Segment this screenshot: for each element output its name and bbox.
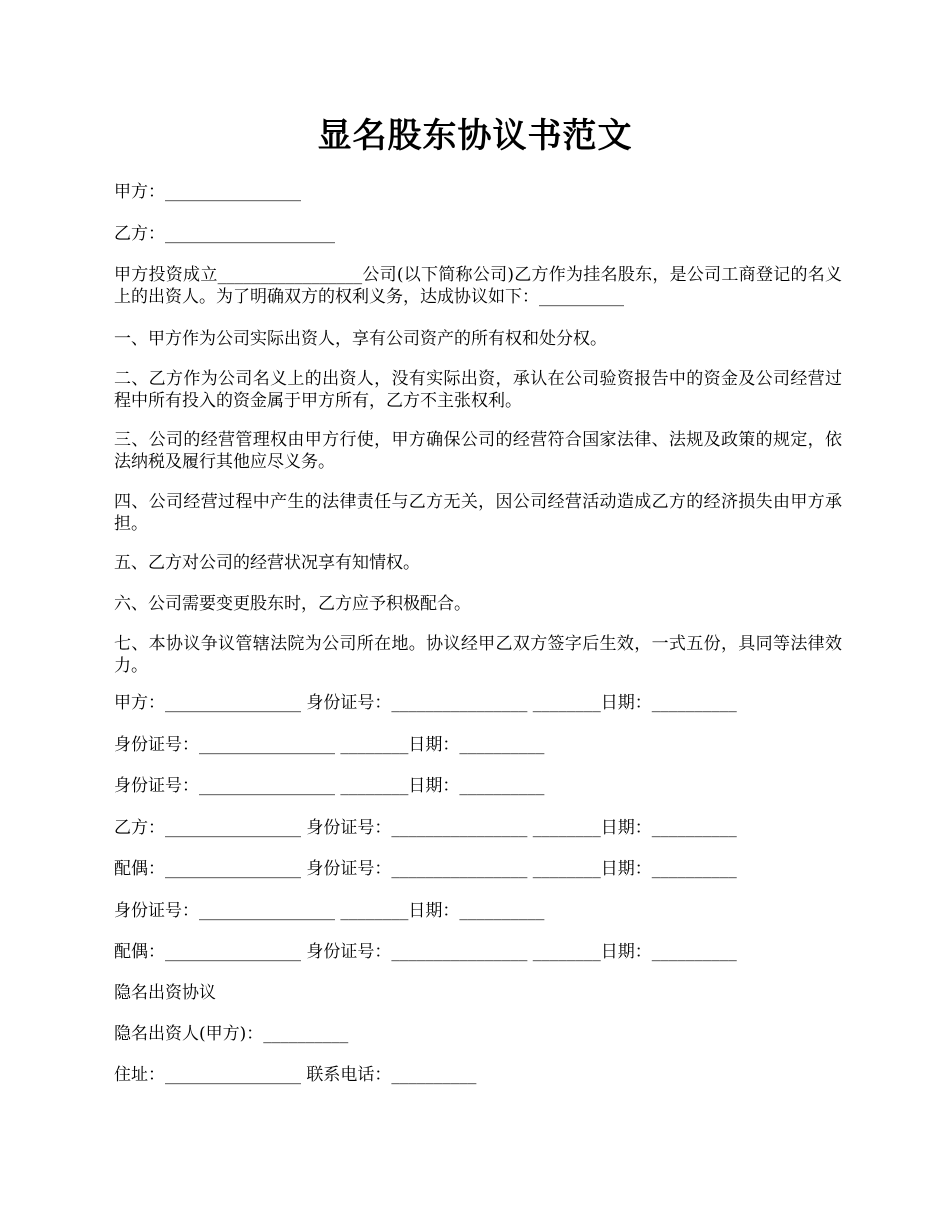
signature-line-party-a: 甲方：________________ 身份证号：________________ ________日期：__________ xyxy=(114,693,737,713)
clause-3: 三、公司的经营管理权由甲方行使，甲方确保公司的经营符合国家法律、法规及政策的规定，依法纳税及履行其他应尽义务。 xyxy=(114,430,842,472)
clause-4: 四、公司经营过程中产生的法律责任与乙方无关，因公司经营活动造成乙方的经济损失由甲方承担。 xyxy=(114,492,842,534)
address-line: 住址：________________ 联系电话：__________ xyxy=(114,1065,477,1085)
intro-paragraph: 甲方投资成立_________________公司(以下简称公司)乙方作为挂名股东，是公司工商登记的名义上的出资人。为了明确双方的权利义务，达成协议如下：__________ xyxy=(114,265,842,307)
signature-line-spouse-2: 配偶：________________ 身份证号：________________ ________日期：__________ xyxy=(114,942,737,962)
hidden-section-title: 隐名出资协议 xyxy=(114,983,216,1003)
clause-1: 一、甲方作为公司实际出资人，享有公司资产的所有权和处分权。 xyxy=(114,329,607,349)
signature-line-id-1: 身份证号：________________ ________日期：__________ xyxy=(114,735,545,755)
clause-5: 五、乙方对公司的经营状况享有知情权。 xyxy=(114,553,420,573)
page-title: 显名股东协议书范文 xyxy=(317,116,633,156)
signature-line-party-b: 乙方：________________ 身份证号：________________ ________日期：__________ xyxy=(114,818,737,838)
clause-2: 二、乙方作为公司名义上的出资人，没有实际出资，承认在公司验资报告中的资金及公司经营过程中所有投入的资金属于甲方所有，乙方不主张权利。 xyxy=(114,369,842,411)
signature-line-id-2: 身份证号：________________ ________日期：__________ xyxy=(114,776,545,796)
party-b-line: 乙方：____________________ xyxy=(114,224,335,244)
clause-6: 六、公司需要变更股东时，乙方应予积极配合。 xyxy=(114,594,471,614)
hidden-investor-line: 隐名出资人(甲方)：__________ xyxy=(114,1024,349,1044)
signature-line-id-3: 身份证号：________________ ________日期：__________ xyxy=(114,901,545,921)
clause-7: 七、本协议争议管辖法院为公司所在地。协议经甲乙双方签字后生效，一式五份，具同等法律效力。 xyxy=(114,634,842,676)
party-a-line: 甲方：________________ xyxy=(114,182,301,202)
signature-line-spouse-1: 配偶：________________ 身份证号：________________ ________日期：__________ xyxy=(114,859,737,879)
